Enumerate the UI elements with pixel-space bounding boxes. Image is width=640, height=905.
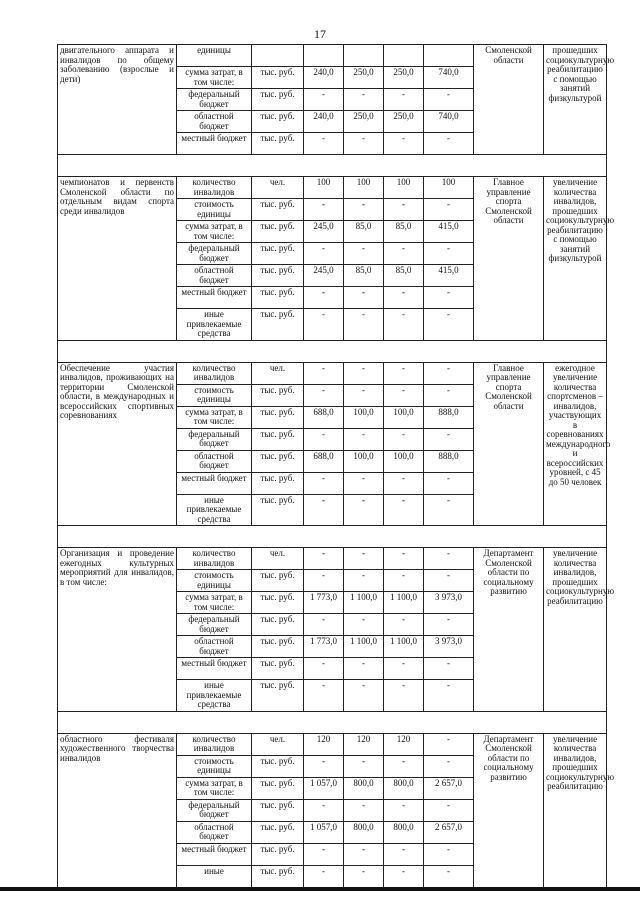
value-cell: - <box>344 362 384 384</box>
indicator-cell: областной бюджет <box>177 265 252 287</box>
value-cell: 240,0 <box>304 111 344 133</box>
total-cell: - <box>424 614 474 636</box>
indicator-cell: местный бюджет <box>177 133 252 155</box>
total-cell <box>424 45 474 67</box>
value-cell: - <box>384 680 424 712</box>
value-cell: 688,0 <box>304 406 344 428</box>
value-cell: - <box>304 548 344 570</box>
value-cell: - <box>304 658 344 680</box>
executor-cell: Департамент Смоленской области по социальному развитию <box>474 733 544 887</box>
value-cell: 250,0 <box>384 67 424 89</box>
section-separator <box>58 711 607 733</box>
value-cell: - <box>344 309 384 341</box>
value-cell: 1 100,0 <box>384 636 424 658</box>
unit-cell: чел. <box>252 362 304 384</box>
value-cell: - <box>304 755 344 777</box>
value-cell: 1 057,0 <box>304 777 344 799</box>
value-cell: - <box>344 472 384 494</box>
value-cell <box>344 45 384 67</box>
value-cell: 100 <box>344 177 384 199</box>
total-cell: - <box>424 428 474 450</box>
indicator-cell: сумма затрат, в том числе: <box>177 777 252 799</box>
value-cell: 1 057,0 <box>304 821 344 843</box>
table-row <box>58 177 607 199</box>
unit-cell: тыс. руб. <box>252 243 304 265</box>
value-cell: - <box>304 799 344 821</box>
unit-cell: тыс. руб. <box>252 472 304 494</box>
value-cell: - <box>344 428 384 450</box>
value-cell <box>384 45 424 67</box>
value-cell: - <box>304 428 344 450</box>
value-cell: - <box>344 494 384 526</box>
value-cell: - <box>344 199 384 221</box>
unit-cell: тыс. руб. <box>252 865 304 887</box>
unit-cell: тыс. руб. <box>252 755 304 777</box>
unit-cell: тыс. руб. <box>252 287 304 309</box>
unit-cell: тыс. руб. <box>252 680 304 712</box>
value-cell: 85,0 <box>384 221 424 243</box>
value-cell: - <box>304 680 344 712</box>
total-cell: 3 973,0 <box>424 592 474 614</box>
result-cell: прошедших социокультурную реабилитацию с помощью занятий физкультурой <box>544 45 607 155</box>
value-cell: - <box>304 243 344 265</box>
value-cell: - <box>304 199 344 221</box>
indicator-cell: иные привлекаемые средства <box>177 494 252 526</box>
value-cell: 800,0 <box>344 777 384 799</box>
unit-cell: тыс. руб. <box>252 570 304 592</box>
indicator-cell: местный бюджет <box>177 287 252 309</box>
indicator-cell: количество инвалидов <box>177 177 252 199</box>
indicator-cell: областной бюджет <box>177 821 252 843</box>
value-cell: - <box>304 384 344 406</box>
value-cell: - <box>384 570 424 592</box>
unit-cell: тыс. руб. <box>252 111 304 133</box>
result-cell: увеличение количества инвалидов, прошедших социокультурную реабилитацию <box>544 548 607 712</box>
value-cell: 100,0 <box>384 450 424 472</box>
result-cell: увеличение количества инвалидов, прошедших социокультурную реабилитацию <box>544 733 607 887</box>
value-cell: - <box>344 843 384 865</box>
unit-cell: тыс. руб. <box>252 592 304 614</box>
indicator-cell: федеральный бюджет <box>177 614 252 636</box>
unit-cell: тыс. руб. <box>252 450 304 472</box>
table-row <box>58 362 607 384</box>
unit-cell: тыс. руб. <box>252 265 304 287</box>
indicator-cell: стоимость единицы <box>177 755 252 777</box>
value-cell: - <box>384 89 424 111</box>
indicator-cell: сумма затрат, в том числе: <box>177 221 252 243</box>
indicator-cell: единицы <box>177 45 252 67</box>
value-cell: 1 100,0 <box>384 592 424 614</box>
value-cell: - <box>344 799 384 821</box>
value-cell: - <box>384 472 424 494</box>
total-cell: 888,0 <box>424 450 474 472</box>
value-cell: 250,0 <box>384 111 424 133</box>
value-cell: 1 100,0 <box>344 636 384 658</box>
value-cell: - <box>384 843 424 865</box>
activity-name: двигательного аппарата и инвалидов по общему заболеванию (взрослые и дети) <box>58 45 177 155</box>
value-cell: - <box>384 865 424 887</box>
unit-cell: тыс. руб. <box>252 221 304 243</box>
total-cell: 3 973,0 <box>424 636 474 658</box>
value-cell: - <box>344 865 384 887</box>
value-cell: 100 <box>384 177 424 199</box>
section-separator <box>58 340 607 362</box>
total-cell: - <box>424 570 474 592</box>
value-cell: 85,0 <box>344 221 384 243</box>
value-cell: - <box>304 472 344 494</box>
activity-name: Организация и проведение ежегодных культурных мероприятий для инвалидов, в том числе: <box>58 548 177 712</box>
indicator-cell: федеральный бюджет <box>177 428 252 450</box>
indicator-cell: стоимость единицы <box>177 570 252 592</box>
unit-cell <box>252 45 304 67</box>
total-cell: 888,0 <box>424 406 474 428</box>
indicator-cell: местный бюджет <box>177 658 252 680</box>
unit-cell: тыс. руб. <box>252 133 304 155</box>
value-cell: - <box>344 614 384 636</box>
indicator-cell: количество инвалидов <box>177 548 252 570</box>
total-cell: - <box>424 658 474 680</box>
indicator-cell: иные привлекаемые средства <box>177 309 252 341</box>
total-cell: - <box>424 799 474 821</box>
total-cell: 740,0 <box>424 111 474 133</box>
total-cell: - <box>424 494 474 526</box>
unit-cell: тыс. руб. <box>252 89 304 111</box>
unit-cell: тыс. руб. <box>252 777 304 799</box>
value-cell: - <box>304 843 344 865</box>
total-cell: - <box>424 733 474 755</box>
value-cell: - <box>384 799 424 821</box>
value-cell: - <box>304 287 344 309</box>
table-row <box>58 45 607 67</box>
executor-cell: Смоленской области <box>474 45 544 155</box>
executor-cell: Главное управление спорта Смоленской области <box>474 177 544 341</box>
value-cell: 800,0 <box>384 777 424 799</box>
indicator-cell: сумма затрат, в том числе: <box>177 592 252 614</box>
unit-cell: тыс. руб. <box>252 843 304 865</box>
indicator-cell: областной бюджет <box>177 111 252 133</box>
indicator-cell: местный бюджет <box>177 843 252 865</box>
value-cell: - <box>384 287 424 309</box>
value-cell: 1 100,0 <box>344 592 384 614</box>
unit-cell: тыс. руб. <box>252 406 304 428</box>
value-cell: - <box>344 548 384 570</box>
section-separator <box>58 526 607 548</box>
value-cell: - <box>344 384 384 406</box>
unit-cell: тыс. руб. <box>252 614 304 636</box>
value-cell: 800,0 <box>384 821 424 843</box>
value-cell: - <box>384 309 424 341</box>
total-cell: - <box>424 384 474 406</box>
unit-cell: чел. <box>252 177 304 199</box>
bottom-rule <box>0 887 640 891</box>
value-cell: 250,0 <box>344 67 384 89</box>
unit-cell: тыс. руб. <box>252 821 304 843</box>
unit-cell: тыс. руб. <box>252 494 304 526</box>
indicator-cell: стоимость единицы <box>177 199 252 221</box>
indicator-cell: федеральный бюджет <box>177 799 252 821</box>
activity-name: чемпионатов и первенств Смоленской области по отдельным видам спорта среди инвалидов <box>58 177 177 341</box>
value-cell: 100,0 <box>344 406 384 428</box>
total-cell: - <box>424 309 474 341</box>
indicator-cell: федеральный бюджет <box>177 243 252 265</box>
value-cell: - <box>384 133 424 155</box>
unit-cell: тыс. руб. <box>252 658 304 680</box>
unit-cell: тыс. руб. <box>252 428 304 450</box>
value-cell: - <box>384 548 424 570</box>
total-cell: - <box>424 199 474 221</box>
value-cell: 85,0 <box>384 265 424 287</box>
value-cell: - <box>384 384 424 406</box>
indicator-cell: местный бюджет <box>177 472 252 494</box>
value-cell: 250,0 <box>344 111 384 133</box>
value-cell: 245,0 <box>304 221 344 243</box>
value-cell: - <box>384 658 424 680</box>
value-cell: - <box>344 89 384 111</box>
value-cell: - <box>384 614 424 636</box>
value-cell: 245,0 <box>304 265 344 287</box>
value-cell: - <box>344 680 384 712</box>
total-cell: - <box>424 472 474 494</box>
total-cell: - <box>424 89 474 111</box>
indicator-cell: областной бюджет <box>177 636 252 658</box>
total-cell: - <box>424 548 474 570</box>
unit-cell: тыс. руб. <box>252 67 304 89</box>
value-cell: - <box>344 658 384 680</box>
value-cell: - <box>304 89 344 111</box>
total-cell: 100 <box>424 177 474 199</box>
executor-cell: Главное управление спорта Смоленской области <box>474 362 544 526</box>
value-cell: 800,0 <box>344 821 384 843</box>
value-cell: 120 <box>384 733 424 755</box>
unit-cell: тыс. руб. <box>252 309 304 341</box>
result-cell: увеличение количества инвалидов, прошедших социокультурную реабилитацию с помощью занятий физкультурой <box>544 177 607 341</box>
value-cell: 120 <box>304 733 344 755</box>
value-cell: 120 <box>344 733 384 755</box>
indicator-cell: сумма затрат, в том числе: <box>177 67 252 89</box>
unit-cell: тыс. руб. <box>252 799 304 821</box>
value-cell: - <box>384 199 424 221</box>
value-cell: - <box>304 494 344 526</box>
value-cell: - <box>304 309 344 341</box>
value-cell: 240,0 <box>304 67 344 89</box>
total-cell: - <box>424 680 474 712</box>
indicator-cell: количество инвалидов <box>177 362 252 384</box>
executor-cell: Департамент Смоленской области по социальному развитию <box>474 548 544 712</box>
unit-cell: чел. <box>252 733 304 755</box>
value-cell: 100,0 <box>384 406 424 428</box>
total-cell: 740,0 <box>424 67 474 89</box>
total-cell: - <box>424 843 474 865</box>
activity-name: Обеспечение участия инвалидов, проживающих на территории Смоленской области, в международных и всероссийских спортивных соревнованиях <box>58 362 177 526</box>
value-cell: 85,0 <box>344 265 384 287</box>
value-cell: - <box>344 287 384 309</box>
total-cell: 415,0 <box>424 265 474 287</box>
total-cell: - <box>424 865 474 887</box>
value-cell: - <box>304 865 344 887</box>
value-cell: - <box>384 755 424 777</box>
indicator-cell: иные <box>177 865 252 887</box>
total-cell: 2 657,0 <box>424 821 474 843</box>
value-cell: 100,0 <box>344 450 384 472</box>
value-cell: - <box>304 362 344 384</box>
total-cell: 415,0 <box>424 221 474 243</box>
page-number: 17 <box>314 27 326 41</box>
total-cell: - <box>424 243 474 265</box>
result-cell: ежегодное увеличение количества спортсменов – инвалидов, участвующих в соревнованиях международного и всероссийских уровней, с 45 до 50 человек <box>544 362 607 526</box>
indicator-cell: сумма затрат, в том числе: <box>177 406 252 428</box>
value-cell: - <box>384 243 424 265</box>
value-cell: - <box>384 494 424 526</box>
indicator-cell: количество инвалидов <box>177 733 252 755</box>
activity-name: областного фестиваля художественного творчества инвалидов <box>58 733 177 887</box>
value-cell: - <box>344 570 384 592</box>
value-cell: 1 773,0 <box>304 636 344 658</box>
value-cell: 1 773,0 <box>304 592 344 614</box>
value-cell: 688,0 <box>304 450 344 472</box>
value-cell: - <box>384 428 424 450</box>
indicator-cell: иные привлекаемые средства <box>177 680 252 712</box>
value-cell: - <box>344 133 384 155</box>
value-cell: - <box>304 570 344 592</box>
unit-cell: чел. <box>252 548 304 570</box>
value-cell: - <box>344 755 384 777</box>
value-cell <box>304 45 344 67</box>
value-cell: - <box>384 362 424 384</box>
total-cell: - <box>424 133 474 155</box>
section-separator <box>58 155 607 177</box>
total-cell: 2 657,0 <box>424 777 474 799</box>
total-cell: - <box>424 362 474 384</box>
unit-cell: тыс. руб. <box>252 199 304 221</box>
table-row <box>58 548 607 570</box>
value-cell: 100 <box>304 177 344 199</box>
total-cell: - <box>424 287 474 309</box>
indicator-cell: областной бюджет <box>177 450 252 472</box>
value-cell: - <box>304 614 344 636</box>
unit-cell: тыс. руб. <box>252 636 304 658</box>
unit-cell: тыс. руб. <box>252 384 304 406</box>
table-row <box>58 733 607 755</box>
indicator-cell: федеральный бюджет <box>177 89 252 111</box>
total-cell: - <box>424 755 474 777</box>
value-cell: - <box>304 133 344 155</box>
value-cell: - <box>344 243 384 265</box>
program-table <box>57 44 615 888</box>
indicator-cell: стоимость единицы <box>177 384 252 406</box>
